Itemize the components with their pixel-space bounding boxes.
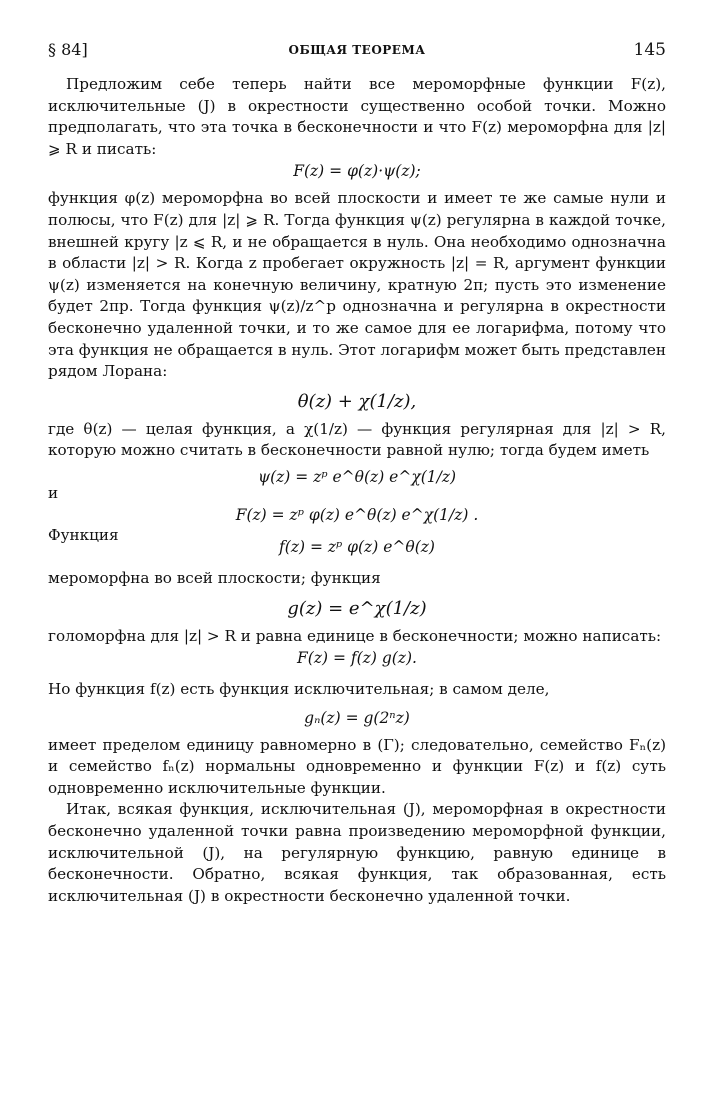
paragraph-5: голоморфна для |z| > R и равна единице в бесконечности; можно написать: [48, 626, 662, 645]
page-header [48, 40, 666, 74]
conjunction-and: и [48, 483, 59, 502]
page-number: 145 [633, 40, 666, 60]
equation-3: ψ(z) = zᵖ e^θ(z) e^χ(1/z) [257, 467, 457, 486]
paragraph-6: Но функция f(z) есть функция исключительная; в самом деле, [48, 680, 550, 699]
paragraph-3: где θ(z) — целая функция, а χ(1/z) — функция регулярная для |z| > R, которую можно считать в бесконечности равной нулю; тогда будем иметь [48, 419, 666, 460]
paragraph-4: мероморфна во всей плоскости; функция [48, 568, 381, 587]
equation-5: f(z) = zᵖ φ(z) e^θ(z) [279, 537, 435, 556]
equation-1: F(z) = φ(z)·ψ(z); [293, 162, 421, 181]
label-function: Функция [48, 525, 119, 544]
equation-8: gₙ(z) = g(2ⁿz) [304, 708, 410, 727]
paragraph-7: имеет пределом единицу равномерно в (Γ); следовательно, семейство Fₙ(z) и семейство fₙ(z) нормальны одновременно и функции F(z) и f(z) суть одновременно исключительные функции. [48, 735, 666, 797]
equation-5-row [48, 526, 666, 568]
equation-6: g(z) = e^χ(1/z) [287, 597, 427, 619]
paragraph-1: Предложим себе теперь найти все мероморфные функции F(z), исключительные (J) в окрестности существенно особой точки. Можно предполагать, что эта точка в бесконечности и что F(z) мероморфна для |z| ⩾ R и писать: [48, 75, 666, 158]
equation-2: θ(z) + χ(1/z), [297, 390, 417, 412]
running-title: ОБЩАЯ ТЕОРЕМА [288, 43, 426, 57]
paragraph-2: функция φ(z) мероморфна во всей плоскости и имеет те же самые нули и полюсы, что F(z) для |z| ⩾ R. Тогда функция ψ(z) регулярна в каждой точке, внешней кругу |z ⩽ R, и не обращается в нуль. Она необходимо однозначна в области |z| > R. Когда z пробегает окружность |z| = R, аргумент функции ψ(z) изменяется на конечную величину, кратную 2π; пусть это изменение будет 2πp. Тогда функция ψ(z)/z^p однозначна и регулярна в окрестности бесконечно удаленной точки, и то же самое для ее логарифма, потому что эта функция не обращается в нуль. Этот логарифм может быть представлен рядом Лорана: [48, 189, 666, 381]
book-page [48, 40, 666, 907]
equation-7: F(z) = f(z) g(z). [297, 649, 417, 668]
section-reference: § 84] [48, 40, 88, 59]
equation-3-row [48, 462, 666, 504]
equation-4: F(z) = zᵖ φ(z) e^θ(z) e^χ(1/z) . [235, 505, 479, 524]
paragraph-8: Итак, всякая функция, исключительная (J), мероморфная в окрестности бесконечно удаленной точки равна произведению мероморфной функции, исключительной (J), на регулярную функцию, равную единице в бесконечности. Обратно, всякая функция, так образованная, есть исключительная (J) в окрестности бесконечно удаленной точки. [48, 800, 666, 905]
